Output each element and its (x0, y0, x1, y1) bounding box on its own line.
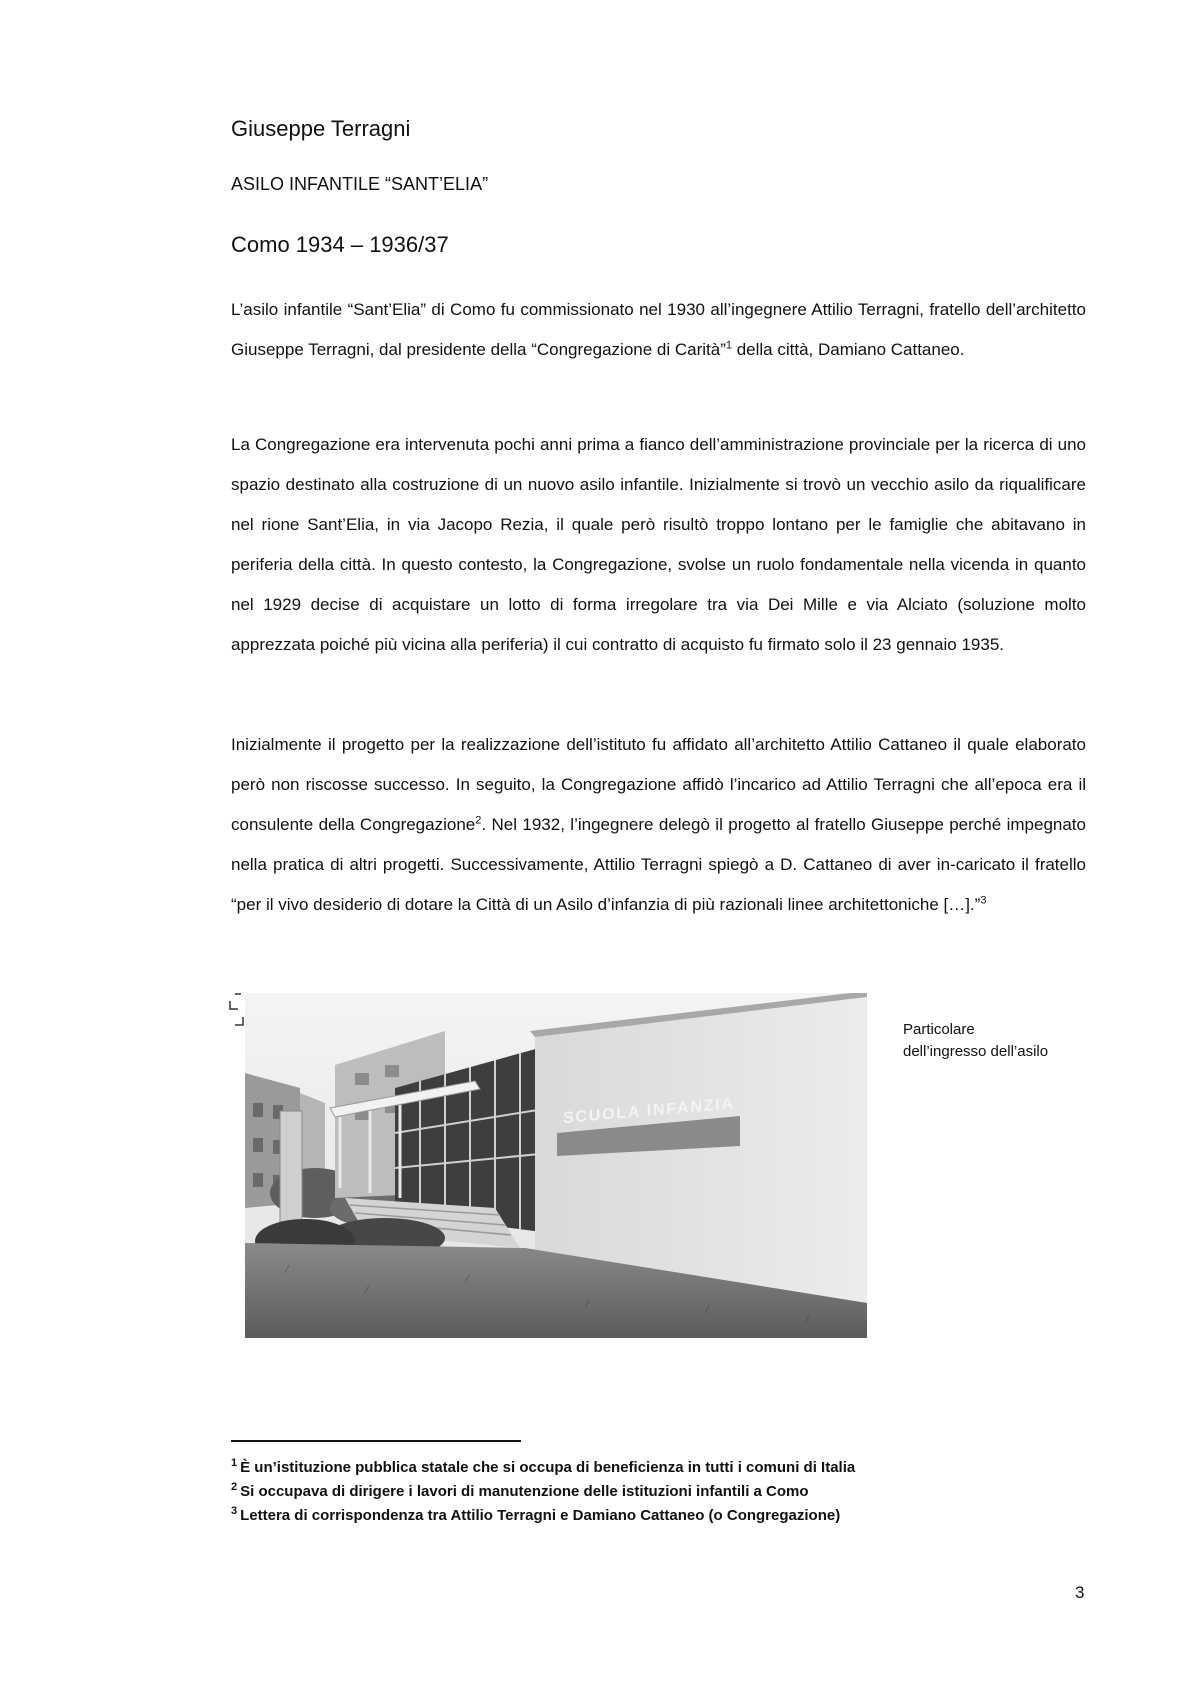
footnote-3-number: 3 (231, 1505, 238, 1517)
page-number: 3 (1075, 1583, 1085, 1602)
paragraph-3-text-a: Inizialmente il progetto per la realizzazione dell’istituto fu affidato all’architetto Attilio Cattaneo il quale elaborato però non riscosse successo. In seguito, la Congregazione affidò l’incarico ad Attilio Terragni che all’epoca era il consulente della Congregazione (231, 735, 1086, 834)
wall-sign-text: SCUOLA INFANZIA (563, 1094, 733, 1128)
footnote-ref-2: 2 (475, 814, 482, 827)
place-date-heading: Como 1934 – 1936/37 (231, 232, 449, 257)
paragraph-3-text-b: . Nel 1932, l’ingegnere delegò il progetto al fratello Giuseppe perché impegnato nella pratica di altri progetti. Successivamente, Attilio Terragni spiegò a D. Cattaneo di aver in-caricato il fratello “per il vivo desiderio di dotare la Città di un Asilo d’infanzia di più razionali linee architettoniche […].” (231, 815, 1086, 914)
paragraph-3 (231, 725, 1086, 925)
author-heading: Giuseppe Terragni (231, 116, 411, 141)
caption-line-1: Particolare (903, 1021, 975, 1038)
paragraph-1-text-b: della città, Damiano Cattaneo. (732, 340, 965, 359)
photo-caption (903, 1019, 1103, 1063)
footnote-1-number: 1 (231, 1457, 238, 1469)
entrance-photo (245, 993, 867, 1338)
crop-mark-icon (229, 993, 245, 1029)
footnote-2 (231, 1480, 855, 1504)
footnote-2-number: 2 (231, 1481, 238, 1493)
footnote-3-text: Lettera di corrispondenza tra Attilio Terragni e Damiano Cattaneo (o Congregazione) (240, 1507, 841, 1524)
footnote-1 (231, 1456, 855, 1480)
caption-line-2: dell’ingresso dell’asilo (903, 1043, 1049, 1060)
footnote-ref-1: 1 (725, 339, 732, 352)
paragraph-2 (231, 425, 1086, 665)
footnote-1-text: È un’istituzione pubblica statale che si occupa di beneficienza in tutti i comuni di Italia (240, 1459, 856, 1476)
paragraph-2-text: La Congregazione era intervenuta pochi anni prima a fianco dell’amministrazione provinciale per la ricerca di uno spazio destinato alla costruzione di un nuovo asilo infantile. Inizialmente si trovò un vecchio asilo da riqualificare nel rione Sant’Elia, in via Jacopo Rezia, il quale però risultò troppo lontano per le famiglie che abitavano in periferia della città. In questo contesto, la Congregazione, svolse un ruolo fondamentale nella vicenda in quanto nel 1929 decise di acquistare un lotto di forma irregolare tra via Dei Mille e via Alciato (soluzione molto apprezzata poiché più vicina alla periferia) il cui contratto di acquisto fu firmato solo il 23 gennaio 1935. (231, 435, 1086, 654)
footnote-2-text: Si occupava di dirigere i lavori di manutenzione delle istituzioni infantili a Como (240, 1483, 809, 1500)
work-title: ASILO INFANTILE “SANT’ELIA” (231, 174, 489, 194)
footnotes (231, 1456, 855, 1528)
paragraph-1-text-a: L’asilo infantile “Sant’Elia” di Como fu commissionato nel 1930 all’ingegnere Attilio Terragni, fratello dell’architetto Giuseppe Terragni, dal presidente della “Congregazione di Carità” (231, 300, 1086, 359)
footnote-ref-3: 3 (980, 894, 987, 907)
paragraph-1 (231, 290, 1086, 370)
footnote-separator (231, 1440, 521, 1442)
footnote-3 (231, 1504, 855, 1528)
